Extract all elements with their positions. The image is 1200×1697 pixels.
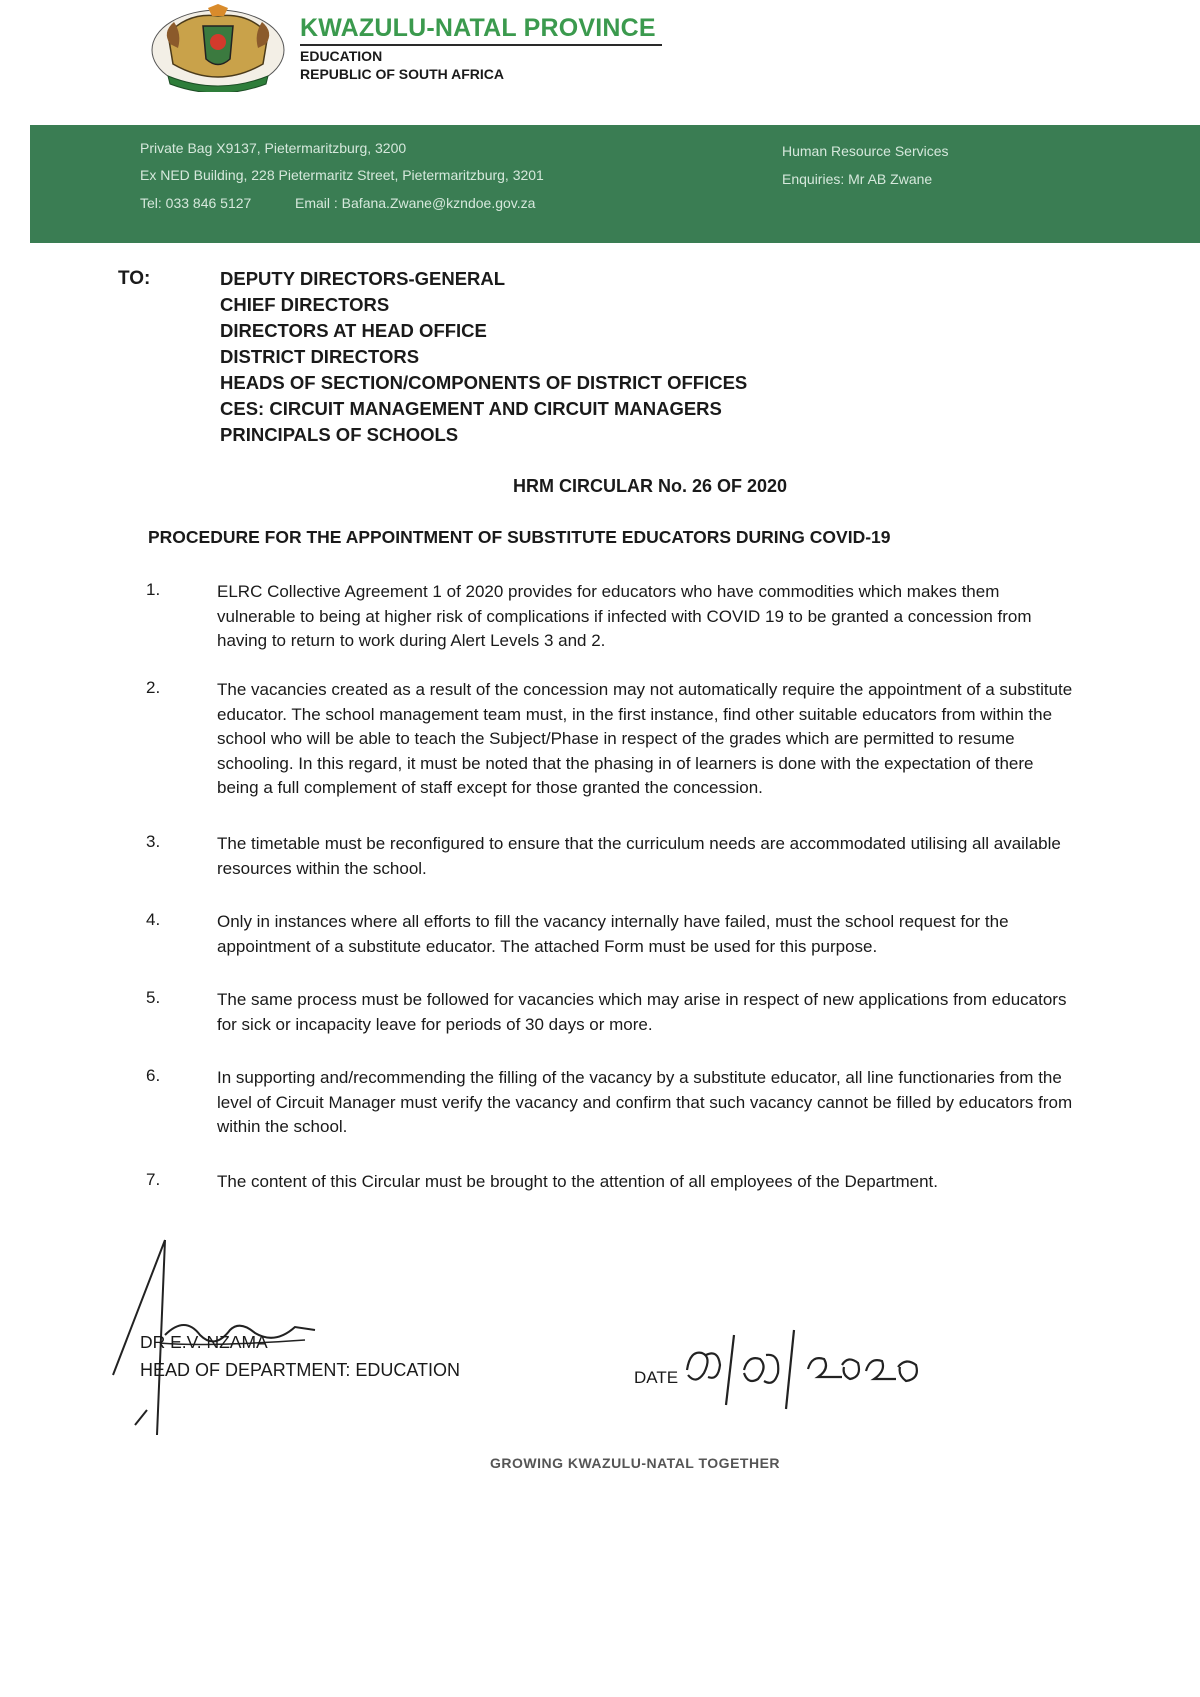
paragraph-number: 7. <box>146 1170 161 1189</box>
republic-name: REPUBLIC OF SOUTH AFRICA <box>300 66 505 82</box>
paragraph-text: In supporting and/recommending the filling of the vacancy by a substitute educator, all line functionaries from the level of Circuit Manager must verify the vacancy and confirm that such vacancy cannot be filled by educators from within the school. <box>217 1068 1073 1136</box>
footer-slogan: GROWING KWAZULU-NATAL TOGETHER <box>489 1455 781 1471</box>
paragraph-number: 5. <box>146 988 161 1007</box>
date-label: DATE <box>634 1368 679 1387</box>
to-label: TO: <box>118 268 151 289</box>
section-name: Human Resource Services <box>782 143 949 159</box>
recipient-item: CHIEF DIRECTORS <box>220 294 390 315</box>
recipient-item: PRINCIPALS OF SCHOOLS <box>220 424 459 445</box>
paragraph-number: 1. <box>146 580 161 599</box>
recipient-item: DIRECTORS AT HEAD OFFICE <box>220 320 487 341</box>
paragraph-text: The content of this Circular must be brought to the attention of all employees of the Department. <box>217 1172 939 1191</box>
heading-divider <box>300 44 662 46</box>
circular-number: HRM CIRCULAR No. 26 OF 2020 <box>512 476 788 496</box>
paragraph-number: 6. <box>146 1066 161 1085</box>
recipient-item: DEPUTY DIRECTORS-GENERAL <box>220 268 506 289</box>
contact-banner <box>30 125 1200 243</box>
paragraph-text: The timetable must be reconfigured to ensure that the curriculum needs are accommodated utilising all available resources within the school. <box>217 834 1061 878</box>
postal-address: Private Bag X9137, Pietermaritzburg, 3200 <box>140 140 407 156</box>
coat-of-arms-icon <box>148 4 288 92</box>
recipient-item: HEADS OF SECTION/COMPONENTS OF DISTRICT OFFICES <box>220 372 748 393</box>
subject-heading: PROCEDURE FOR THE APPOINTMENT OF SUBSTITUTE EDUCATORS DURING COVID-19 <box>148 527 891 547</box>
street-address: Ex NED Building, 228 Pietermaritz Street, Pietermaritzburg, 3201 <box>140 167 544 183</box>
handwritten-date <box>682 1325 932 1415</box>
email-address: Email : Bafana.Zwane@kzndoe.gov.za <box>295 195 536 211</box>
signatory-title: HEAD OF DEPARTMENT: EDUCATION <box>140 1360 461 1380</box>
province-heading: KWAZULU-NATAL PROVINCE <box>300 14 656 42</box>
enquiries-contact: Enquiries: Mr AB Zwane <box>782 171 933 187</box>
signatory-name: DR E.V. NZAMA <box>140 1332 268 1352</box>
recipient-item: DISTRICT DIRECTORS <box>220 346 420 367</box>
paragraph-text: Only in instances where all efforts to fill the vacancy internally have failed, must the school request for the appointment of a substitute educator. The attached Form must be used for this purpose. <box>217 912 1009 956</box>
paragraph-text: ELRC Collective Agreement 1 of 2020 provides for educators who have commodities which makes them vulnerable to being at higher risk of complications if infected with COVID 19 to be granted a concession from having to return to work during Alert Levels 3 and 2. <box>217 582 1032 650</box>
paragraph-number: 3. <box>146 832 161 851</box>
recipient-item: CES: CIRCUIT MANAGEMENT AND CIRCUIT MANAGERS <box>220 398 722 419</box>
recipient-list <box>220 266 747 448</box>
telephone: Tel: 033 846 5127 <box>140 195 252 211</box>
paragraph-number: 2. <box>146 678 161 697</box>
paragraph-text: The vacancies created as a result of the concession may not automatically require the appointment of a substitute educator. The school management team must, in the first instance, find other suitable educators from within the school who will be able to teach the Subject/Phase in respect of the grades which are permitted to resume schooling. In this regard, it must be noted that the phasing in of learners is done with the expectation of there being a full complement of staff except for those granted the concession. <box>217 680 1073 797</box>
paragraph-text: The same process must be followed for vacancies which may arise in respect of new applications from educators for sick or incapacity leave for periods of 30 days or more. <box>217 990 1067 1034</box>
department-name: EDUCATION <box>300 48 383 64</box>
paragraph-number: 4. <box>146 910 161 929</box>
